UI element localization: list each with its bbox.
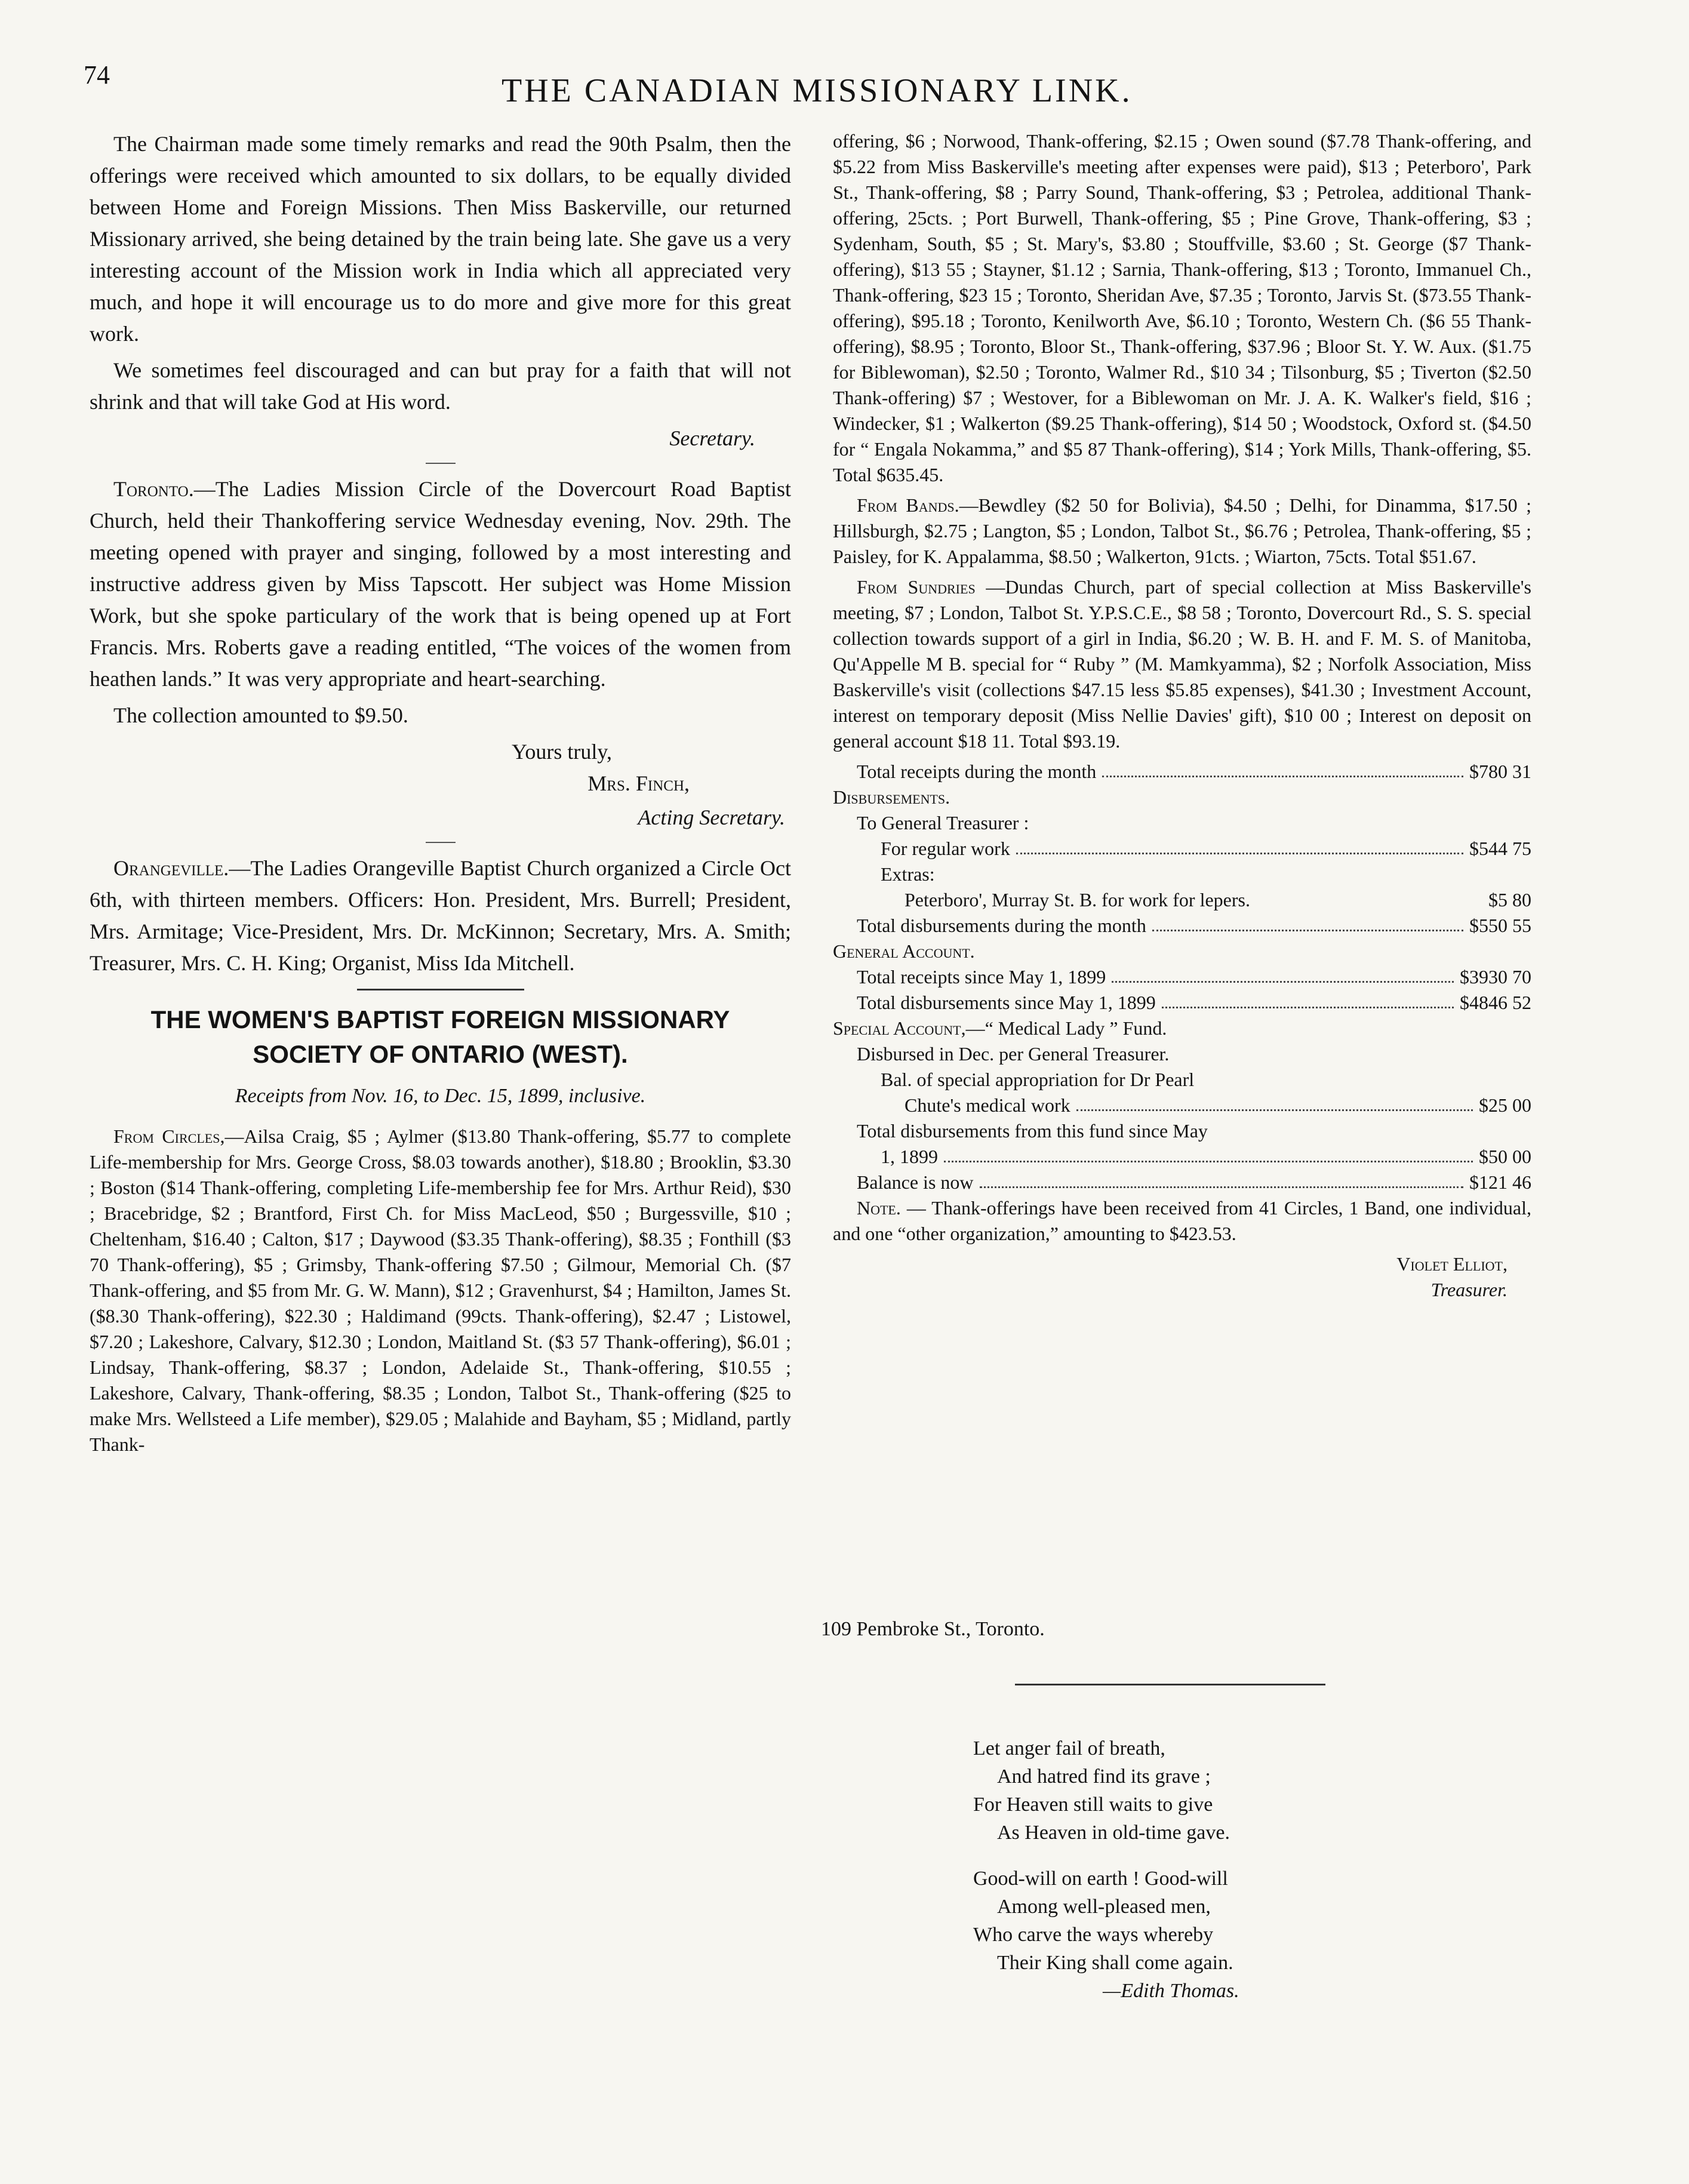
peterboro-row bbox=[833, 887, 1531, 913]
row-label: Total receipts during the month bbox=[857, 761, 1097, 782]
note-paragraph bbox=[833, 1195, 1531, 1247]
bands-text: —Bewdley ($2 50 for Bolivia), $4.50 ; Delhi, for Dinamma, $17.50 ; Hillsburgh, $2.75 ; Langton, $5 ; London, Talbot St., $6.76 ; Petrolea, Thank-offering, $5 ; Paisley, for K. Appalamma, $8.50 ; Walkerton, 91cts. ; Wiarton, 75cts. Total $51.67. bbox=[833, 494, 1531, 567]
row-label: Total receipts since May 1, 1899 bbox=[857, 966, 1106, 988]
disbursed-line: Disbursed in Dec. per General Treasurer. bbox=[857, 1043, 1170, 1065]
chairman-paragraph: The Chairman made some timely remarks and read the 90th Psalm, then the offerings were received which amounted to six dollars, to be equally divided between Home and Foreign Missions. Then Miss Baskerville, our returned Missionary arrived, she being detained by the train being late. She gave us a very interesting account of the Mission work in India which all appreciated very much, and hope it will encourage us to do more and give more for this great work. bbox=[90, 132, 791, 346]
row-value: $25 00 bbox=[1479, 1094, 1531, 1116]
note-text: — Thank-offerings have been received from 41 Circles, 1 Band, one individual, and one “other organization,” amounting to $423.53. bbox=[833, 1197, 1531, 1244]
divider bbox=[426, 463, 456, 464]
orangeville-heading: Orangeville. bbox=[113, 856, 229, 880]
circles-continued: offering, $6 ; Norwood, Thank-offering, $2.15 ; Owen sound ($7.78 Thank-offering, and $5.22 from Miss Baskerville's meeting after expenses were paid), $13 ; Peterboro', Park St., Thank-offering, $8 ; Parry Sound, Thank-offering, $3 ; Petrolea, additional Thank-offering, 25cts. ; Port Burwell, Thank-offering, $5 ; Pine Grove, Thank-offering, $3 ; Sydenham, South, $5 ; St. Mary's, $3.80 ; Stouffville, $3.60 ; St. George ($7 Thank-offering), $13 55 ; Stayner, $1.12 ; Sarnia, Thank-offering, $13 ; Toronto, Immanuel Ch., Thank-offering, $23 15 ; Toronto, Sheridan Ave, $7.35 ; Toronto, Jarvis St. ($73.55 Thank-offering), $95.18 ; Toronto, Kenilworth Ave, $6.10 ; Toronto, Western Ch. ($6 55 Thank-offering), $8.95 ; Toronto, Bloor St., Thank-offering, $37.96 ; Bloor St. Y. W. Aux. ($1.75 for Biblewoman), $2.50 ; Toronto, Walmer Rd., $10 34 ; Tilsonburg, $5 ; Tiverton ($2.50 Thank-offering) $7 ; Westover, for a Biblewoman on Mr. J. A. K. Walker's field, $16 ; Windecker, $1 ; Walkerton ($9.25 Thank-offering), $14 50 ; Woodstock, Oxford st. ($4.50 for “ Engala Nokamma,” and $5 87 Thank-offering), $14 ; York Mills, Thank-offering, $5. Total $635.45. bbox=[833, 130, 1531, 485]
row-value: $4846 52 bbox=[1460, 992, 1531, 1013]
general-account-heading: General Account. bbox=[833, 940, 975, 962]
row-label: Total disbursements during the month bbox=[857, 915, 1146, 936]
toronto-text: —The Ladies Mission Circle of the Dovercourt Road Baptist Church, held their Thankoffering service Wednesday evening, Nov. 29th. The meeting opened with prayer and singing, followed by a most interesting and instructive address given by Miss Tapscott. Her subject was Home Mission Work, but she spoke particulary of the work that is being opened up at Fort Francis. Mrs. Roberts gave a reading entitled, “The voices of the women from heathen lands.” It was very appropriate and heart-searching. bbox=[90, 477, 791, 691]
fund-disbursements-line1: Total disbursements from this fund since May bbox=[857, 1120, 1208, 1142]
special-account-heading: Special Account, bbox=[833, 1017, 966, 1039]
sundries-receipts bbox=[833, 574, 1531, 754]
treasurer-name: Violet Elliot, bbox=[1396, 1253, 1508, 1275]
fund-disbursements-row bbox=[833, 1144, 1531, 1170]
poem-line: As Heaven in old-time gave. bbox=[997, 1822, 1230, 1844]
toronto-heading: Toronto. bbox=[113, 477, 194, 501]
total-receipts-row bbox=[833, 759, 1531, 785]
poem bbox=[973, 1734, 1239, 2005]
section-rule bbox=[1015, 1684, 1325, 1685]
row-value: $50 00 bbox=[1479, 1146, 1531, 1167]
sundries-text: —Dundas Church, part of special collection at Miss Baskerville's meeting, $7 ; London, Talbot St. Y.P.S.C.E., $8 58 ; Toronto, Dovercourt Rd., S. S. special collection towards support of a girl in India, $6.20 ; W. B. H. and F. M. S. of Manitoba, Qu'Appelle M B. special for “ Ruby ” (M. Mamkyamma), $2 ; Norfolk Association, Miss Baskerville's visit (collections $47.15 less $5.85 expenses), $41.30 ; Investment Account, interest on temporary deposit (Miss Nellie Davies' gift), $10 00 ; Interest on deposit on general account $18 11. Total $93.19. bbox=[833, 576, 1531, 752]
treasurer-title: Treasurer. bbox=[1430, 1279, 1508, 1300]
circles-text: —Ailsa Craig, $5 ; Aylmer ($13.80 Thank-offering, $5.77 to complete Life-membership for Mrs. George Cross, $8.03 towards another), $18.80 ; Brooklin, $3.30 ; Boston ($14 Thank-offering, completing Life-membership fee for Mrs. Arthur Reid), $30 ; Bracebridge, $2 ; Brantford, First Ch. for Miss MacLeod, $50 ; Burgessville, $10 ; Cheltenham, $16.40 ; Calton, $17 ; Daywood ($3.35 Thank-offering), $8.35 ; Fonthill ($3 70 Thank-offering), $5 ; Grimsby, Thank-offering $7.50 ; Gilmour, Memorial Ch. ($7 Thank-offering, and $5 from Mr. G. W. Mann), $12 ; Gravenhurst, $4 ; Hamilton, James St. ($8.30 Thank-offering), $22.30 ; Haldimand (99cts. Thank-offering), $2.47 ; Listowel, $7.20 ; Lakeshore, Calvary, $12.30 ; London, Maitland St. ($3 57 Thank-offering), $6.01 ; Lindsay, Thank-offering, $8.37 ; London, Adelaide St., Thank-offering, $10.55 ; Lakeshore, Calvary, Thank-offering, $8.35 ; London, Talbot St., Thank-offering ($25 to make Mrs. Wellsteed a Life member), $29.05 ; Malahide and Bayham, $5 ; Midland, partly Thank- bbox=[90, 1125, 791, 1455]
since-disbursements-row bbox=[833, 990, 1531, 1016]
note-heading: Note. bbox=[857, 1197, 901, 1219]
bands-heading: From Bands. bbox=[857, 494, 959, 516]
poem-line: And hatred find its grave ; bbox=[997, 1765, 1211, 1788]
acting-secretary: Acting Secretary. bbox=[638, 805, 785, 829]
balance-special-row bbox=[833, 1093, 1531, 1118]
row-value: $550 55 bbox=[1469, 915, 1531, 936]
disbursements-heading: Disbursements. bbox=[833, 786, 950, 808]
total-disbursements-row bbox=[833, 913, 1531, 939]
to-general-treasurer: To General Treasurer : bbox=[857, 812, 1029, 833]
poem-line: Their King shall come again. bbox=[997, 1952, 1233, 1974]
divider bbox=[426, 842, 456, 843]
special-account-line bbox=[833, 1016, 1531, 1041]
poem-line: Let anger fail of breath, bbox=[973, 1737, 1165, 1759]
society-heading-line1: THE WOMEN'S BAPTIST FOREIGN MISSIONARY bbox=[150, 1005, 730, 1033]
row-label: Chute's medical work bbox=[905, 1094, 1070, 1116]
row-label: For regular work bbox=[881, 838, 1010, 859]
sundries-heading: From Sundries bbox=[857, 576, 976, 598]
special-account-text: —“ Medical Lady ” Fund. bbox=[965, 1017, 1167, 1039]
circles-receipts bbox=[90, 1124, 791, 1457]
row-value: $544 75 bbox=[1469, 838, 1531, 859]
row-label: 1, 1899 bbox=[881, 1146, 938, 1167]
receipts-heading: Receipts from Nov. 16, to Dec. 15, 1899, inclusive. bbox=[235, 1085, 646, 1107]
finch-signature: Mrs. Finch, bbox=[587, 771, 690, 795]
since-receipts-row bbox=[833, 964, 1531, 990]
discouraged-paragraph: We sometimes feel discouraged and can but pray for a faith that will not shrink and that will take God at His word. bbox=[90, 358, 791, 414]
collection-line: The collection amounted to $9.50. bbox=[113, 703, 408, 727]
poem-line: Good-will on earth ! Good-will bbox=[973, 1868, 1228, 1890]
section-rule bbox=[357, 989, 524, 991]
poem-line: Among well-pleased men, bbox=[997, 1896, 1211, 1918]
treasurer-address: 109 Pembroke St., Toronto. bbox=[821, 1618, 1045, 1640]
row-label: Peterboro', Murray St. B. for work for lepers. bbox=[905, 889, 1250, 910]
row-label: Total disbursements since May 1, 1899 bbox=[857, 992, 1156, 1013]
orangeville-report bbox=[90, 853, 791, 979]
right-column bbox=[833, 128, 1531, 1303]
row-value: $121 46 bbox=[1469, 1171, 1531, 1193]
balance-special-line1: Bal. of special appropriation for Dr Pearl bbox=[881, 1069, 1195, 1090]
society-heading-line2: SOCIETY OF ONTARIO (WEST). bbox=[253, 1040, 628, 1068]
poem-line: Who carve the ways whereby bbox=[973, 1924, 1214, 1946]
secretary-signature: Secretary. bbox=[669, 426, 755, 450]
poem-line: For Heaven still waits to give bbox=[973, 1794, 1213, 1816]
society-heading bbox=[90, 1002, 791, 1072]
yours-truly: Yours truly, bbox=[511, 740, 612, 764]
extras-label: Extras: bbox=[881, 863, 935, 885]
toronto-report bbox=[90, 473, 791, 695]
left-column bbox=[90, 128, 791, 1462]
row-value: $780 31 bbox=[1469, 761, 1531, 782]
row-value: $5 80 bbox=[1488, 889, 1531, 910]
row-value: $3930 70 bbox=[1460, 966, 1531, 988]
page-number: 74 bbox=[84, 60, 110, 90]
page-header bbox=[84, 60, 1534, 113]
poem-author: —Edith Thomas. bbox=[1103, 1980, 1239, 2002]
running-title: THE CANADIAN MISSIONARY LINK. bbox=[502, 72, 1133, 109]
orangeville-text: —The Ladies Orangeville Baptist Church organized a Circle Oct 6th, with thirteen members. Officers: Hon. President, Mrs. Burrell; President, Mrs. Armitage; Vice-President, Mrs. Dr. McKinnon; Secretary, Mrs. A. Smith; Treasurer, Mrs. C. H. King; Organist, Miss Ida Mitchell. bbox=[90, 856, 791, 975]
bands-receipts bbox=[833, 493, 1531, 570]
row-label: Balance is now bbox=[857, 1171, 974, 1193]
regular-work-row bbox=[833, 836, 1531, 862]
circles-heading: From Circles, bbox=[113, 1125, 225, 1147]
balance-row bbox=[833, 1170, 1531, 1195]
